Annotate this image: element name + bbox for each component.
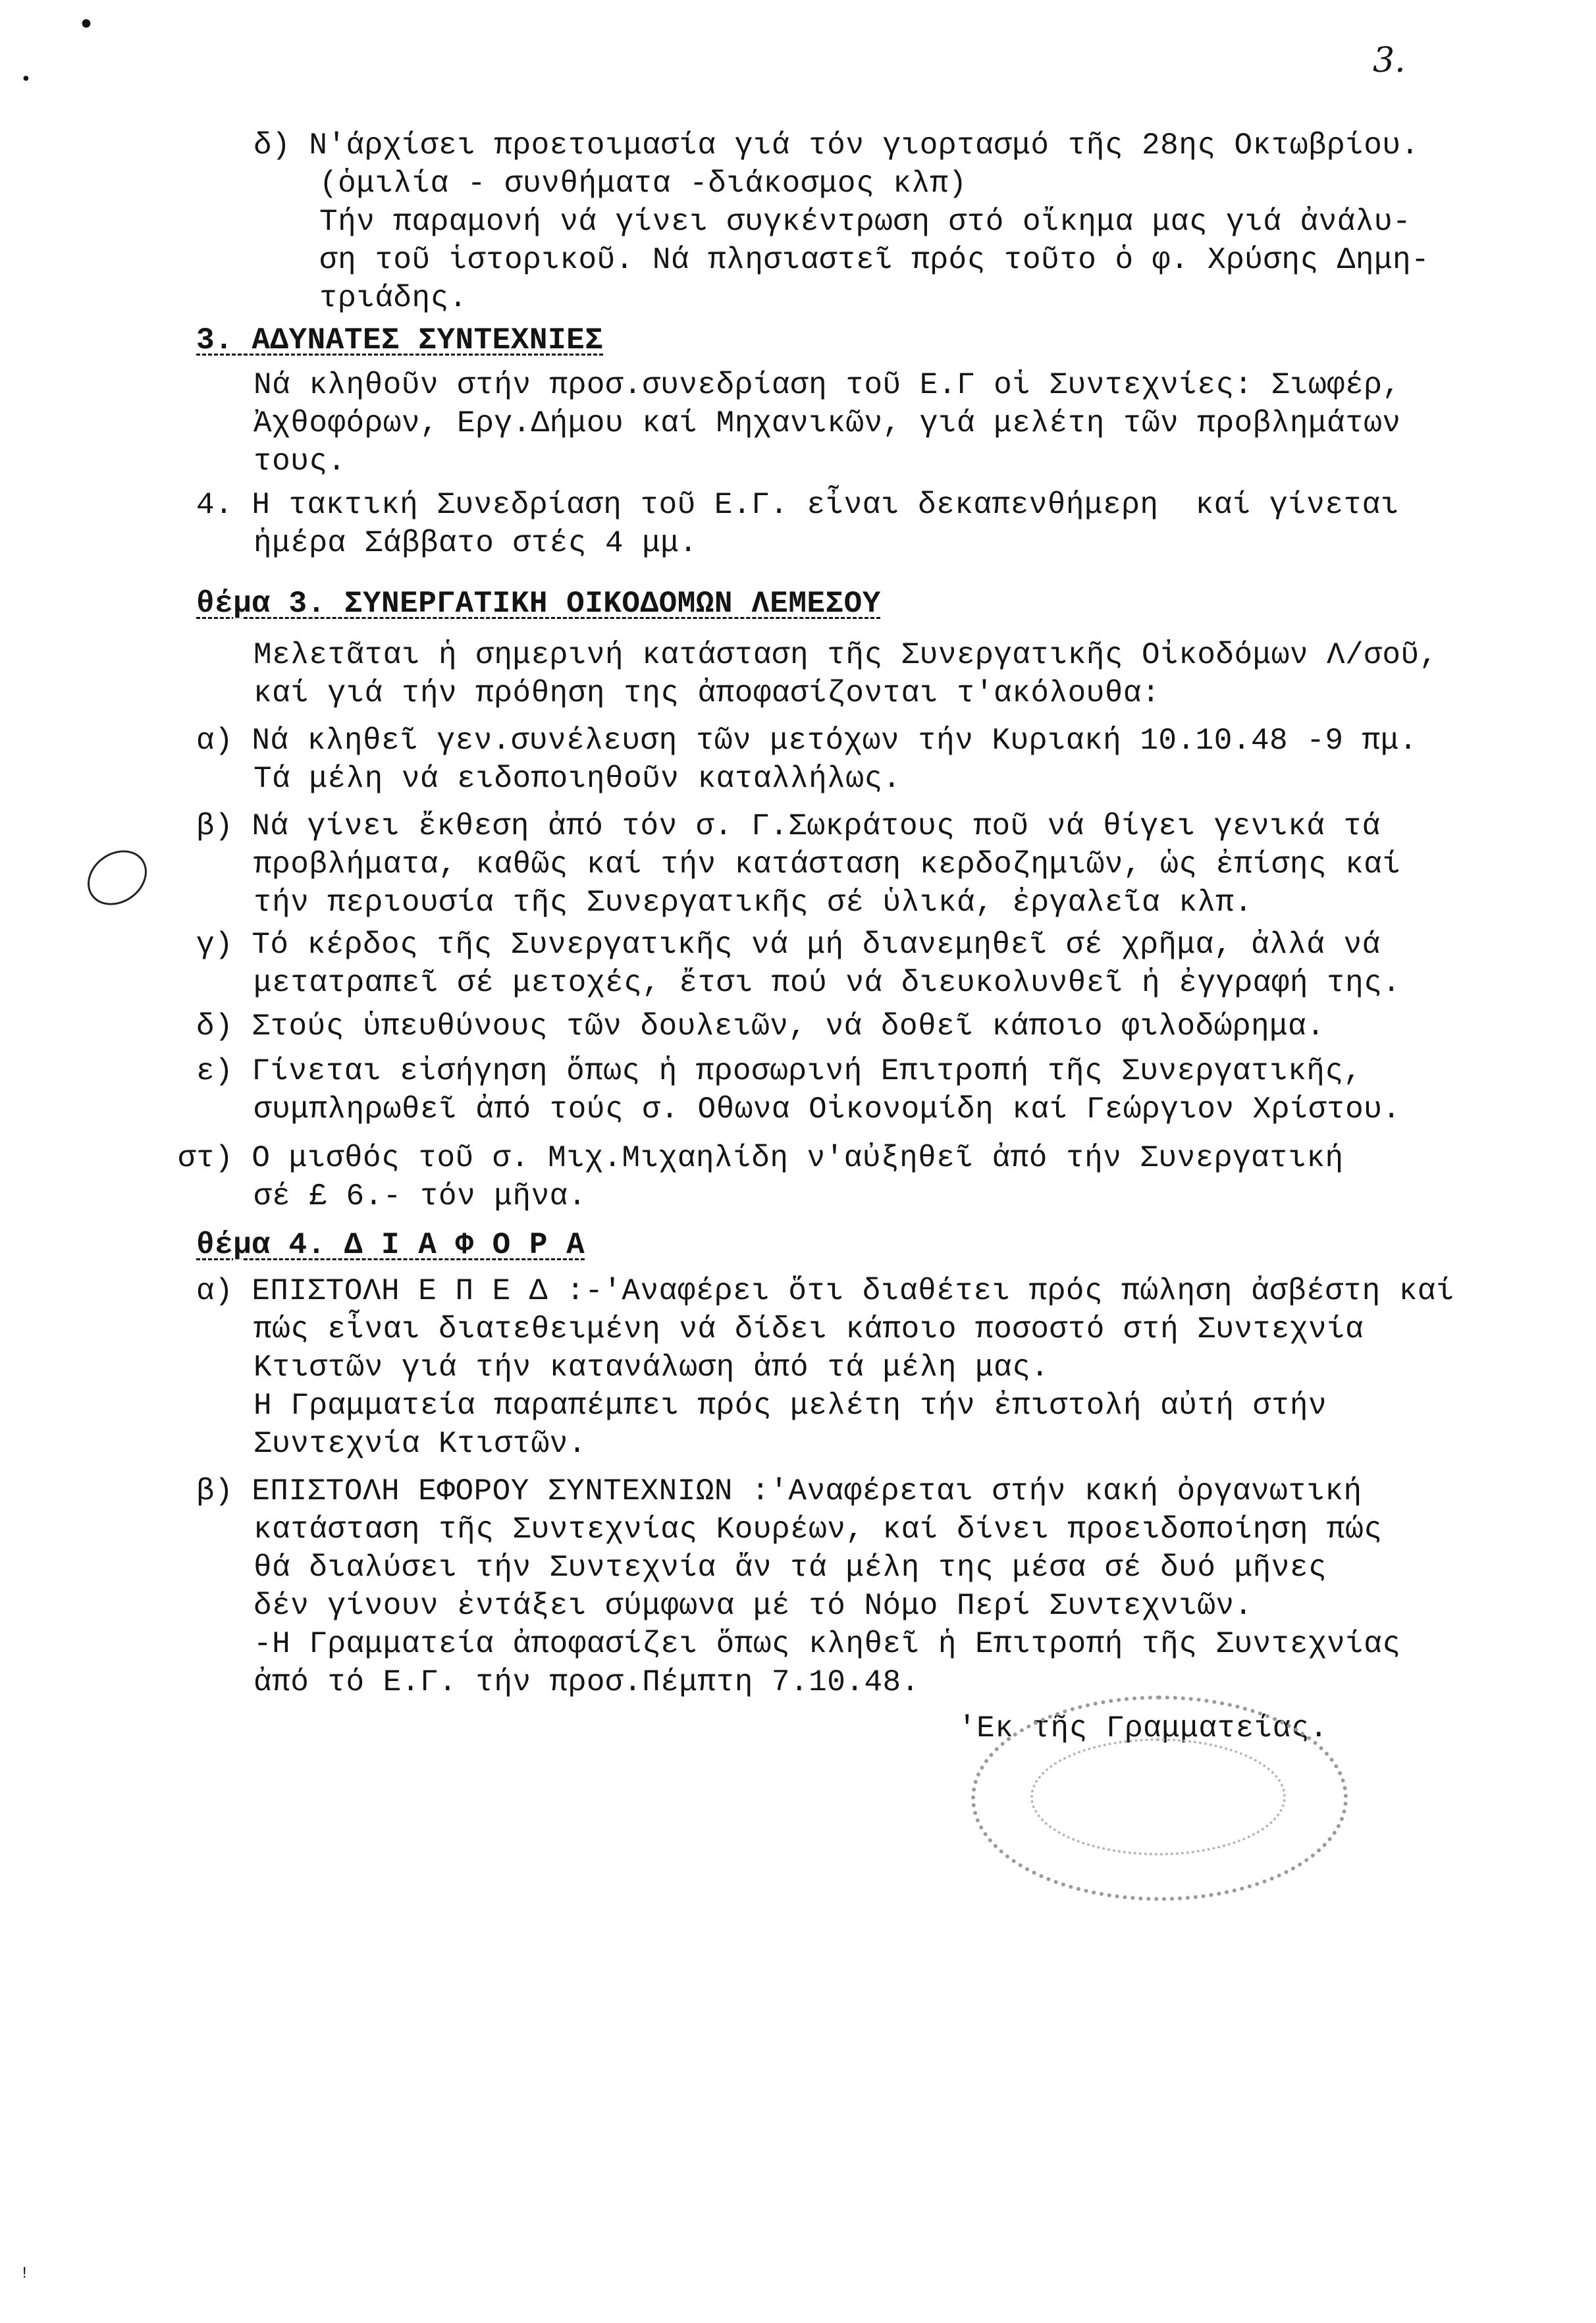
section-heading: θέμα 4. Δ Ι Α Φ Ο Ρ Α	[196, 1228, 585, 1262]
text-line: συμπληρωθεῖ ἀπό τούς σ. Οθωνα Οἰκονομίδη καί Γεώργιον Χρίστου.	[253, 1092, 1401, 1127]
text-line: Μελετᾶται ἡ σημερινή κατάσταση τῆς Συνεργατικῆς Οἰκοδόμων Λ/σοῦ,	[253, 638, 1438, 672]
page-number: 3.	[1373, 41, 1406, 80]
text-line: σέ £ 6.- τόν μῆνα.	[253, 1179, 587, 1214]
section-heading: 3. ΑΔΥΝΑΤΕΣ ΣΥΝΤΕΧΝΙΕΣ	[196, 323, 604, 358]
text-line: τήν περιουσία τῆς Συνεργατικῆς σέ ὑλικά, ἐργαλεῖα κλπ.	[253, 886, 1253, 920]
text-line: ἡμέρα Σάββατο στές 4 μμ.	[253, 526, 698, 560]
text-line: Τήν παραμονή νά γίνει συγκέντρωση στό οἴκημα μας γιά ἀνάλυ-	[319, 205, 1412, 239]
text-line: στ) Ο μισθός τοῦ σ. Μιχ.Μιχαηλίδη ν'αὐξηθεῖ ἀπό τήν Συνεργατική	[178, 1141, 1344, 1175]
text-line: Τά μέλη νά ειδοποιηθοῦν καταλλήλως.	[253, 762, 901, 796]
text-line: δέν γίνουν ἐντάξει σύμφωνα μέ τό Νόμο Περί Συντεχνιῶν.	[253, 1589, 1253, 1623]
text-line: κατάσταση τῆς Συντεχνίας Κουρέων, καί δίνει προειδοποίηση πώς	[253, 1512, 1383, 1547]
text-line: 4. Η τακτική Συνεδρίαση τοῦ Ε.Γ. εἶναι δεκαπενθήμερη καί γίνεται	[196, 488, 1399, 522]
text-line: (ὁμιλία - συνθήματα -διάκοσμος κλπ)	[319, 167, 967, 201]
text-line: α) Νά κληθεῖ γεν.συνέλευση τῶν μετόχων τήν Κυριακή 10.10.48 -9 πμ.	[196, 724, 1418, 758]
text-line: ἀπό τό Ε.Γ. τήν προσ.Πέμπτη 7.10.48.	[253, 1665, 920, 1699]
text-line: α) ΕΠΙΣΤΟΛΗ Ε Π Ε Δ :-'Αναφέρει ὅτι διαθέτει πρός πώληση ἀσβέστη καί	[196, 1274, 1455, 1308]
text-line: καί γιά τήν πρόθηση της ἀποφασίζονται τ'ακόλουθα:	[253, 676, 1161, 710]
text-line: Ἀχθοφόρων, Εργ.Δήμου καί Μηχανικῶν, γιά μελέτη τῶν προβλημάτων	[253, 406, 1401, 441]
text-line: β) Νά γίνει ἔκθεση ἀπό τόν σ. Γ.Σωκράτους ποῦ νά θίγει γενικά τά	[196, 809, 1381, 843]
section-heading: θέμα 3. ΣΥΝΕΡΓΑΤΙΚΗ ΟΙΚΟΔΟΜΩΝ ΛΕΜΕΣΟΥ	[196, 587, 881, 621]
text-line: δ) Στούς ὑπευθύνους τῶν δουλειῶν, νά δοθεῖ κάποιο φιλοδώρημα.	[196, 1009, 1325, 1044]
text-line: β) ΕΠΙΣΤΟΛΗ ΕΦΟΡΟΥ ΣΥΝΤΕΧΝΙΩΝ :'Αναφέρεται στήν κακή ὀργανωτική	[196, 1474, 1362, 1509]
text-line: ε) Γίνεται εἰσήγηση ὅπως ἡ προσωρινή Επιτροπή τῆς Συνεργατικῆς,	[196, 1054, 1362, 1088]
text-line: Η Γραμματεία παραπέμπει πρός μελέτη τήν ἐπιστολή αὐτή στήν	[253, 1389, 1327, 1423]
text-line: μετατραπεῖ σέ μετοχές, ἔτσι πού νά διευκολυνθεῖ ἡ ἐγγραφή της.	[253, 966, 1401, 1000]
text-line: Συντεχνία Κτιστῶν.	[253, 1427, 587, 1461]
text-line: δ) Ν'άρχίσει προετοιμασία γιά τόν γιορτασμό τῆς 28ης Οκτωβρίου.	[253, 128, 1420, 163]
text-line: τους.	[253, 444, 346, 479]
text-line: -Η Γραμματεία ἀποφασίζει ὅπως κληθεῖ ἡ Επιτροπή τῆς Συντεχνίας	[253, 1627, 1401, 1661]
text-line: προβλήματα, καθῶς καί τήν κατάσταση κερδοζημιῶν, ὡς ἐπίσης καί	[253, 847, 1401, 882]
text-line: Νά κληθοῦν στήν προσ.συνεδρίαση τοῦ Ε.Γ οἱ Συντεχνίες: Σιωφέρ,	[253, 368, 1401, 402]
ink-speck: !	[20, 2265, 30, 2283]
faded-stamp-inner-ring	[1030, 1738, 1286, 1856]
hand-drawn-oval-mark	[77, 839, 157, 916]
ink-speck: ●	[22, 72, 30, 86]
text-line: θά διαλύσει τήν Συντεχνία ἄν τά μέλη της μέσα σέ δυό μῆνες	[253, 1551, 1327, 1585]
text-line: Κτιστῶν γιά τήν κατανάλωση ἀπό τά μέλη μας.	[253, 1350, 1050, 1385]
text-line: ση τοῦ ἱστορικοῦ. Νά πλησιαστεῖ πρός τοῦτο ὁ φ. Χρύσης Δημη-	[319, 243, 1430, 277]
text-line: πώς εἶναι διατεθειμένη νά δίδει κάποιο ποσοστό στή Συντεχνία	[253, 1312, 1364, 1347]
text-line: τριάδης.	[319, 281, 467, 315]
ink-speck: ●	[80, 13, 93, 36]
signature-line: 'Εκ τῆς Γραμματείας.	[958, 1711, 1329, 1746]
text-line: γ) Τό κέρδος τῆς Συνεργατικῆς νά μή διανεμηθεῖ σέ χρῆμα, ἀλλά νά	[196, 928, 1381, 962]
